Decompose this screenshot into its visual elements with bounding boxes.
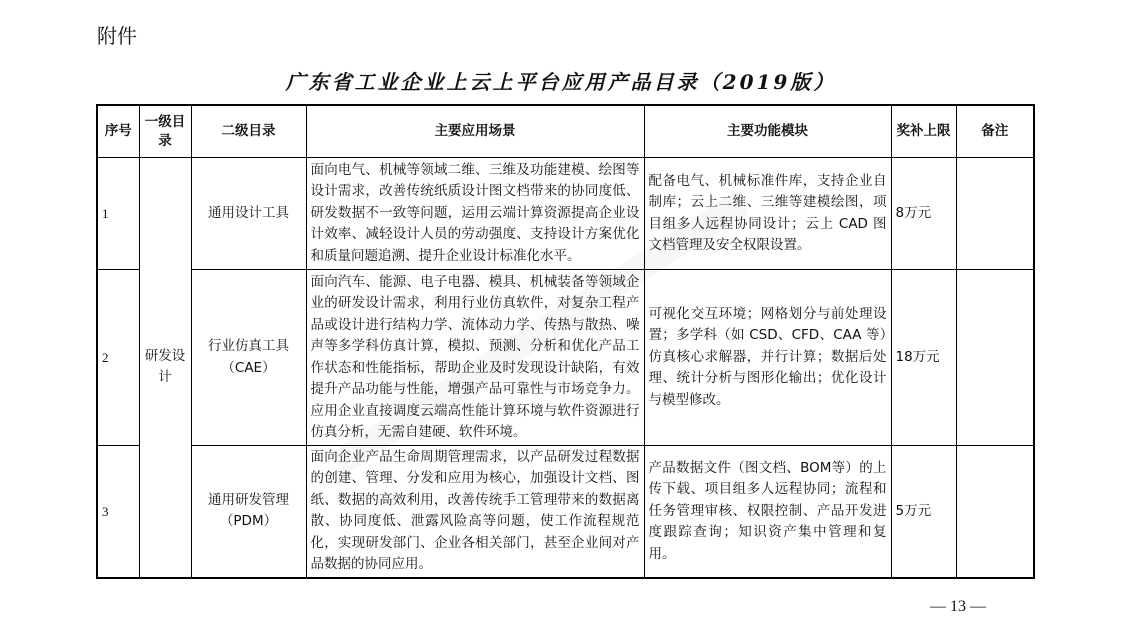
table-header-row [97, 105, 1034, 158]
row-scenario: 面向企业产品生命周期管理需求，以产品研发过程数据的创建、管理、分发和应用为核心，加强设计文档、图纸、数据的高效利用，改善传统手工管理带来的数据离散、协同度低、泄露风险高等问题，使工作流程规范化，实现研发部门、企业各相关部门，甚至企业间对产品数据的协同应用。 [306, 446, 644, 578]
row-modules: 配备电气、机械标准件库，支持企业自制库；云上二维、三维等建模绘图，项目组多人远程协同设计；云上 CAD 图文档管理及安全权限设置。 [644, 158, 891, 270]
category-cell: 研发设计 [139, 158, 191, 578]
row-cap: 18万元 [891, 270, 956, 446]
header-modules: 主要功能模块 [644, 105, 891, 158]
row-cap: 5万元 [891, 446, 956, 578]
header-category: 一级目录 [139, 105, 191, 158]
row-no: 1 [97, 158, 139, 270]
row-scenario: 面向汽车、能源、电子电器、模具、机械装备等领域企业的研发设计需求，利用行业仿真软件，对复杂工程产品或设计进行结构力学、流体动力学、传热与散热、噪声等多学科仿真计算，模拟、预测、分析和优化产品工作状态和性能指标，帮助企业及时发现设计缺陷，有效提升产品功能与性能，增强产品可靠性与市场竞争力。应用企业直接调度云端高性能计算环境与软件资源进行仿真分析，无需自建硬、软件环境。 [306, 270, 644, 446]
row-subcategory: 行业仿真工具（CAE） [191, 270, 306, 446]
row-no: 3 [97, 446, 139, 578]
page-number: — 13 — [930, 598, 986, 615]
row-note [956, 270, 1034, 446]
row-cap: 8万元 [891, 158, 956, 270]
header-note: 备注 [956, 105, 1034, 158]
row-note [956, 158, 1034, 270]
row-subcategory: 通用研发管理（PDM） [191, 446, 306, 578]
attachment-label: 附件 [97, 24, 137, 48]
header-cap: 奖补上限 [891, 105, 956, 158]
product-catalog-table [96, 104, 1035, 579]
header-subcategory: 二级目录 [191, 105, 306, 158]
header-no: 序号 [97, 105, 139, 158]
row-subcategory: 通用设计工具 [191, 158, 306, 270]
header-scenario: 主要应用场景 [306, 105, 644, 158]
row-no: 2 [97, 270, 139, 446]
table-row [97, 446, 1034, 578]
row-modules: 产品数据文件（图文档、BOM等）的上传下载、项目组多人远程协同；流程和任务管理审核、权限控制、产品开发进度跟踪查询；知识资产集中管理和复用。 [644, 446, 891, 578]
table-row [97, 270, 1034, 446]
row-modules: 可视化交互环境；网格划分与前处理设置；多学科（如 CSD、CFD、CAA 等）仿真核心求解器，并行计算；数据后处理、统计分析与图形化输出；优化设计与模型修改。 [644, 270, 891, 446]
row-scenario: 面向电气、机械等领域二维、三维及功能建模、绘图等设计需求，改善传统纸质设计图文档带来的协同度低、研发数据不一致等问题，运用云端计算资源提高企业设计效率、减轻设计人员的劳动强度、支持设计方案优化和质量问题追溯、提升企业设计标准化水平。 [306, 158, 644, 270]
table-row [97, 158, 1034, 270]
row-note [956, 446, 1034, 578]
document-title: 广东省工业企业上云上平台应用产品目录（2019版） [285, 70, 837, 94]
